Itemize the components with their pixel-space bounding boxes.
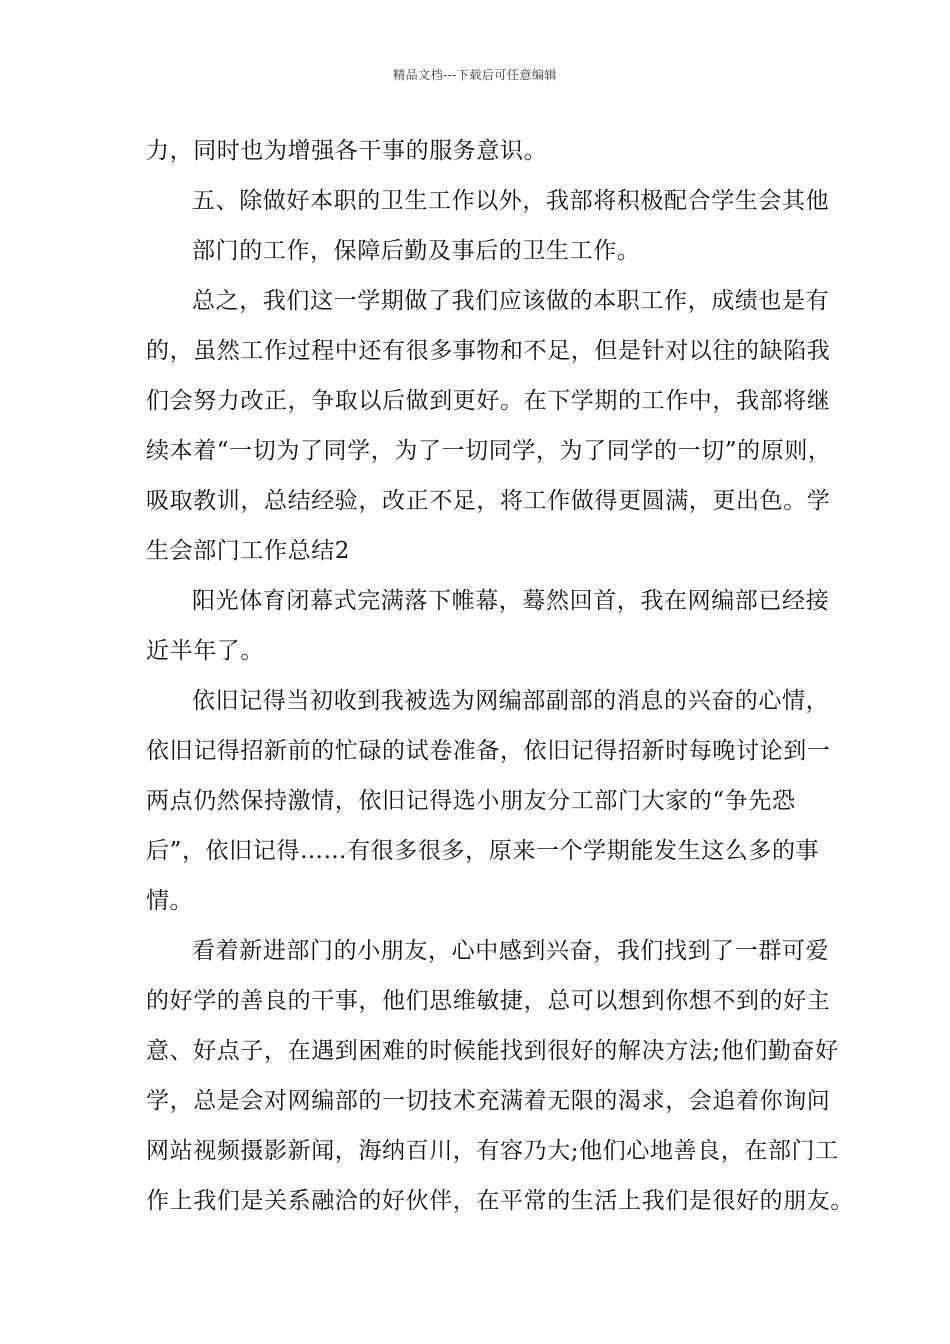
text-line: 依旧记得当初收到我被选为网编部副部的消息的兴奋的心情， (192, 688, 830, 714)
text-line: 的好学的善良的干事，他们思维敏捷，总可以想到你想不到的好主 (146, 988, 831, 1014)
text-line: 看着新进部门的小朋友，心中感到兴奋，我们找到了一群可爱 (192, 938, 830, 964)
text-line: 们会努力改正，争取以后做到更好。在下学期的工作中，我部将继 (146, 388, 831, 414)
text-line: 学，总是会对网编部的一切技术充满着无限的渴求，会追着你询问 (146, 1088, 831, 1114)
text-line: 情。 (146, 888, 194, 914)
text-line: 网站视频摄影新闻，海纳百川，有容乃大;他们心地善良，在部门工 (146, 1138, 839, 1164)
text-line: 依旧记得招新前的忙碌的试卷准备，依旧记得招新时每晚讨论到一 (146, 738, 831, 764)
text-line: 两点仍然保持激情，依旧记得选小朋友分工部门大家的“争先恐 (146, 788, 796, 814)
text-line: 意、好点子，在遇到困难的时候能找到很好的解决方法;他们勤奋好 (146, 1038, 839, 1064)
text-line: 部门的工作，保障后勤及事后的卫生工作。 (192, 238, 641, 264)
text-line: 五、除做好本职的卫生工作以外，我部将积极配合学生会其他 (192, 188, 830, 214)
text-line: 近半年了。 (146, 638, 264, 664)
text-line: 续本着“一切为了同学，为了一切同学，为了同学的一切”的原则， (146, 438, 832, 464)
text-line: 生会部门工作总结2 (146, 538, 351, 564)
text-line: 作上我们是关系融洽的好伙伴，在平常的生活上我们是很好的朋友。 (146, 1188, 854, 1214)
text-line: 阳光体育闭幕式完满落下帷幕，蓦然回首，我在网编部已经接 (192, 588, 830, 614)
page-header: 精品文档---下载后可任意编辑 (393, 68, 557, 82)
text-line: 总之，我们这一学期做了我们应该做的本职工作，成绩也是有 (192, 288, 830, 314)
text-line: 后”，依旧记得……有很多很多，原来一个学期能发生这么多的事 (146, 838, 820, 864)
text-line: 力，同时也为增强各干事的服务意识。 (146, 138, 548, 164)
text-line: 吸取教训，总结经验，改正不足，将工作做得更圆满，更出色。学 (146, 488, 831, 514)
text-line: 的，虽然工作过程中还有很多事物和不足，但是针对以往的缺陷我 (146, 338, 831, 364)
